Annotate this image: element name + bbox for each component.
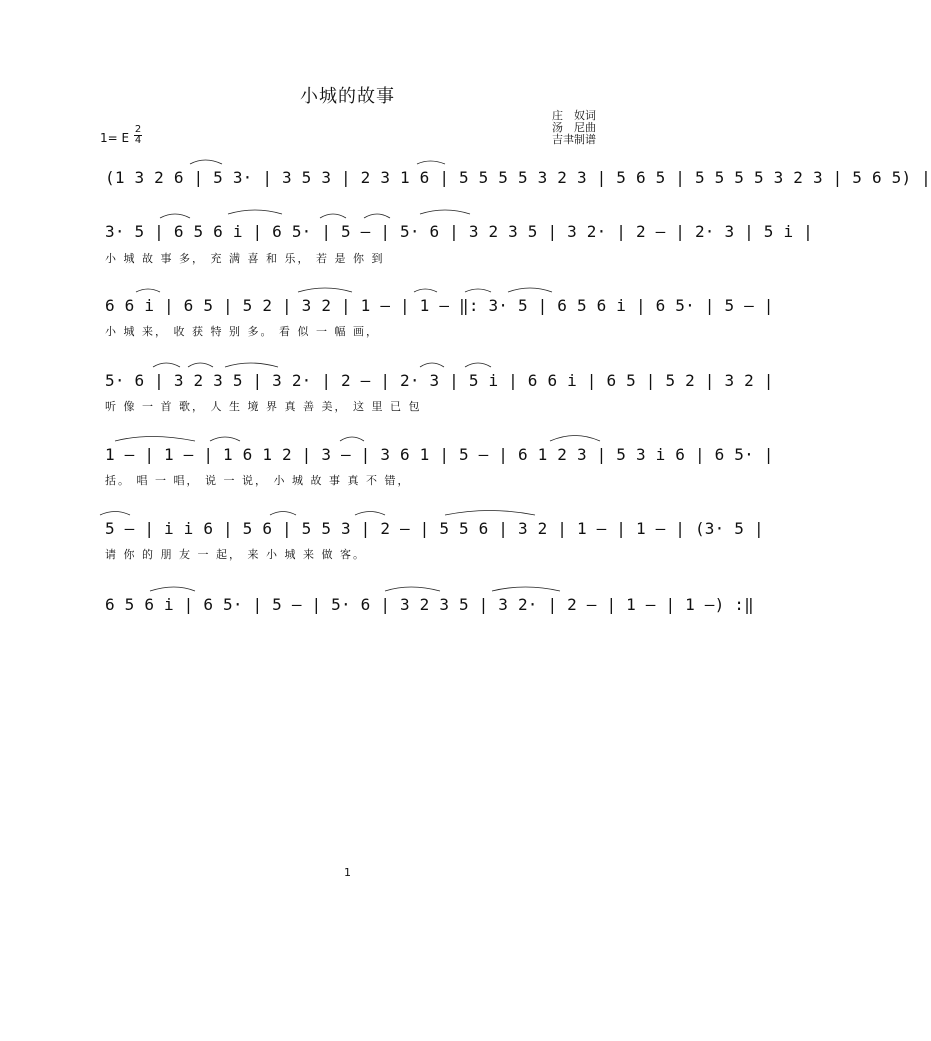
- composer-credit: 汤 尼曲: [552, 121, 596, 134]
- notation-line-5: 1 — | 1 — | 1 6 1 2 | 3 — | 3 6 1 | 5 — | 6 1 2 3 | 5 3 i 6 | 6 5· |: [105, 445, 774, 464]
- lyrics-line-6: 请 你 的 朋 友 一 起， 来 小 城 来 做 客。: [105, 548, 366, 561]
- lyrics-line-5: 括。 唱 一 唱， 说 一 说， 小 城 故 事 真 不 错，: [105, 474, 411, 487]
- arranger-credit: 吉聿制谱: [552, 133, 596, 146]
- lyricist-credit: 庄 奴词: [552, 109, 596, 122]
- notation-line-6: 5 — | i i 6 | 5 6 | 5 5 3 | 2 — | 5 5 6 | 3 2 | 1 — | 1 — | (3· 5 |: [105, 519, 764, 538]
- key-signature: 1= E: [100, 131, 130, 145]
- notation-line-1: (1 3 2 6 | 5 3· | 3 5 3 | 2 3 1 6 | 5 5 5 5 3 2 3 | 5 6 5 | 5 5 5 5 3 2 3 | 5 6 5) |: [105, 168, 931, 187]
- notation-line-4: 5· 6 | 3 2 3 5 | 3 2· | 2 — | 2· 3 | 5 i | 6 6 i | 6 5 | 5 2 | 3 2 |: [105, 371, 774, 390]
- notation-line-2: 3· 5 | 6 5 6 i | 6 5· | 5 — | 5· 6 | 3 2 3 5 | 3 2· | 2 — | 2· 3 | 5 i |: [105, 222, 813, 241]
- lyrics-line-2: 小 城 故 事 多， 充 满 喜 和 乐， 若 是 你 到: [105, 252, 385, 265]
- notation-line-7: 6 5 6 i | 6 5· | 5 — | 5· 6 | 3 2 3 5 | 3 2· | 2 — | 1 — | 1 —) :‖: [105, 595, 754, 614]
- lyrics-line-3: 小 城 来， 收 获 特 别 多。 看 似 一 幅 画，: [105, 325, 379, 338]
- page-number: 1: [344, 866, 351, 879]
- lyrics-line-4: 听 像 一 首 歌， 人 生 境 界 真 善 美， 这 里 已 包: [105, 400, 422, 413]
- time-signature-top: 2: [134, 124, 142, 135]
- time-signature-bottom: 4: [134, 135, 142, 146]
- notation-line-3: 6 6 i | 6 5 | 5 2 | 3 2 | 1 — | 1 — ‖: 3· 5 | 6 5 6 i | 6 5· | 5 — |: [105, 296, 774, 315]
- page-title: 小城的故事: [300, 86, 395, 107]
